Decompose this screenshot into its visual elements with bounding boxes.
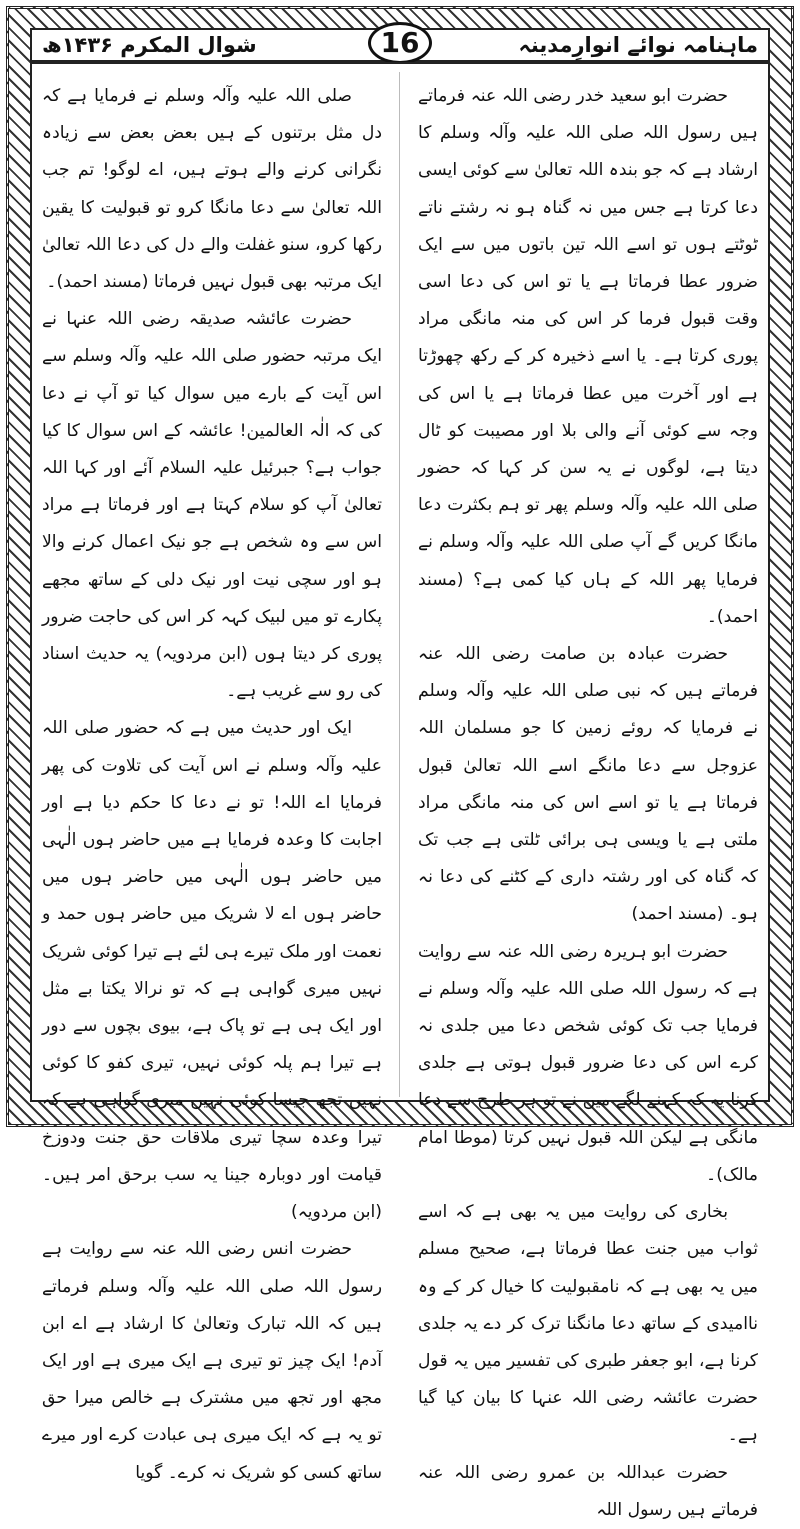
paragraph: حضرت عبادہ بن صامت رضی اللہ عنہ فرماتے ہیں کہ نبی صلی اللہ علیہ وآلہ وسلم نے فرمایا کہ روئے زمین کا جو مسلمان اللہ عزوجل سے دعا مانگے اسے اللہ تعالیٰ قبول فرماتا ہے یا تو اسے اس کی منہ مانگی مراد ملتی ہے یا ویسی ہی برائی ٹلتی ہے جب تک کہ گناہ کی اور رشتہ داری کے کٹنے کی دعا نہ ہو۔ (مسند احمد) [418,644,758,925]
column-divider [399,72,400,1097]
paragraph: حضرت ابو سعید خدر رضی اللہ عنہ فرماتے ہیں رسول اللہ صلی اللہ علیہ وآلہ وسلم کا ارشاد ہے کہ جو بندہ اللہ تعالیٰ سے کوئی ایسی دعا کرتا ہے جس میں نہ گناہ ہو نہ رشتے ناتے ٹوٹتے ہوں تو اسے اللہ تین باتوں میں سے ایک ضرور عطا فرماتا ہے یا تو اس کی دعا اسی وقت قبول فرما کر اس کی منہ مانگی مراد پوری کرتا ہے۔ یا اسے ذخیرہ کر کے رکھ چھوڑتا ہے اور آخرت میں عطا فرماتا ہے یا اس کی وجہ سے کوئی آنے والی بلا اور مصیبت کو ٹال دیتا ہے، لوگوں نے یہ سن کر کہا کہ حضور صلی اللہ علیہ وآلہ وسلم پھر تو ہم بکثرت دعا مانگا کریں گے آپ صلی اللہ علیہ وآلہ وسلم نے فرمایا پھر اللہ کے ہاں کیا کمی ہے؟ (مسند احمد)۔ [417,86,758,627]
paragraph: حضرت عبداللہ بن عمرو رضی اللہ عنہ فرماتے ہیں رسول اللہ [418,1462,758,1520]
paragraph: صلی اللہ علیہ وآلہ وسلم نے فرمایا ہے کہ دل مثل برتنوں کے ہیں بعض بعض سے زیادہ نگرانی کرنے والے ہوتے ہیں، اے لوگو! تم جب اللہ تعالیٰ سے دعا مانگا کرو تو قبولیت کا یقین رکھا کرو، سنو غفلت والے دل کی دعا اللہ تعالیٰ ایک مرتبہ بھی قبول نہیں فرماتا (مسند احمد)۔ [42,86,382,293]
paragraph: حضرت عائشہ صدیقہ رضی اللہ عنہا نے ایک مرتبہ حضور صلی اللہ علیہ وآلہ وسلم سے اس آیت کے بارے میں سوال کیا تو آپ نے دعا کی کہ الٰہ العالمین! عائشہ کے اس سوال کا کیا جواب ہے؟ جبرئیل علیہ السلام آئے اور کہا اللہ تعالیٰ آپ کو سلام کہتا ہے اور فرماتا ہے مراد اس سے وہ شخص ہے جو نیک اعمال کرنے والا ہو اور سچی نیت اور نیک دلی کے ساتھ مجھے پکارے تو میں لبیک کہہ کر اس کی حاجت ضرور پوری کر دیتا ہوں (ابن مردویہ) یہ حدیث اسناد کی رو سے غریب ہے۔ [42,309,382,702]
right-column [417,78,758,1520]
page-number: 16 [368,22,432,64]
paragraph: ایک اور حدیث میں ہے کہ حضور صلی اللہ علیہ وآلہ وسلم نے اس آیت کی تلاوت کی پھر فرمایا اے اللہ! تو نے دعا کا حکم دیا ہے اور اجابت کا وعدہ فرمایا ہے میں حاضر ہوں الٰہی میں حاضر ہوں الٰہی میں حاضر ہوں میں حاضر ہوں اے لا شریک میں حاضر ہوں حمد و نعمت اور ملک تیرے ہی لئے ہے تیرا کوئی شریک نہیں میری گواہی ہے کہ تو نرالا یکتا بے مثل اور ایک ہی ہے تو پاک ہے، بیوی بچوں سے دور ہے تیرا ہم پلہ کوئی نہیں، تیری کفو کا کوئی نہیں تجھ جیسا کوئی نہیں میری گواہی ہے کہ تیرا وعدہ سچا تیری ملاقات حق جنت ودوزخ قیامت اور دوبارہ جینا یہ سب برحق امر ہیں۔ (ابن مردویہ) [42,718,382,1223]
paragraph: بخاری کی روایت میں یہ بھی ہے کہ اسے ثواب میں جنت عطا فرماتا ہے، صحیح مسلم میں یہ بھی ہے کہ نامقبولیت کا خیال کر کے وہ ناامیدی کے ساتھ دعا مانگنا ترک کر دے یہ جلدی کرنا ہے، ابو جعفر طبری کی تفسیر میں یہ قول حضرت عائشہ رضی اللہ عنہا کا بیان کیا گیا ہے۔ [418,1202,758,1446]
magazine-title: ماہنامہ نوائے انوارِمدینہ [518,33,758,57]
paragraph: حضرت انس رضی اللہ عنہ سے روایت ہے رسول اللہ صلی اللہ علیہ وآلہ وسلم فرماتے ہیں کہ اللہ تبارک وتعالیٰ کا ارشاد ہے اے ابن آدم! ایک چیز تو تیری ہے ایک میری ہے اور ایک مجھ اور تجھ میں مشترک ہے خالص میرا حق تو یہ ہے کہ ایک میری ہی عبادت کرے اور میرے ساتھ کسی کو شریک نہ کرے۔ گویا [42,1239,382,1483]
left-column [42,78,382,1483]
paragraph: حضرت ابو ہریرہ رضی اللہ عنہ سے روایت ہے کہ رسول اللہ صلی اللہ علیہ وآلہ وسلم نے فرمایا جب تک کوئی شخص دعا میں جلدی نہ کرے اس کی دعا ضرور قبول ہوتی ہے جلدی کرنا یہ کہ کہنے لگے میں نے تو ہر طرح سے دعا مانگی ہے لیکن اللہ قبول نہیں کرتا (موطا امام مالک)۔ [418,941,758,1185]
issue-date: شوال المکرم ۱۴۳۶ھ [42,33,257,57]
